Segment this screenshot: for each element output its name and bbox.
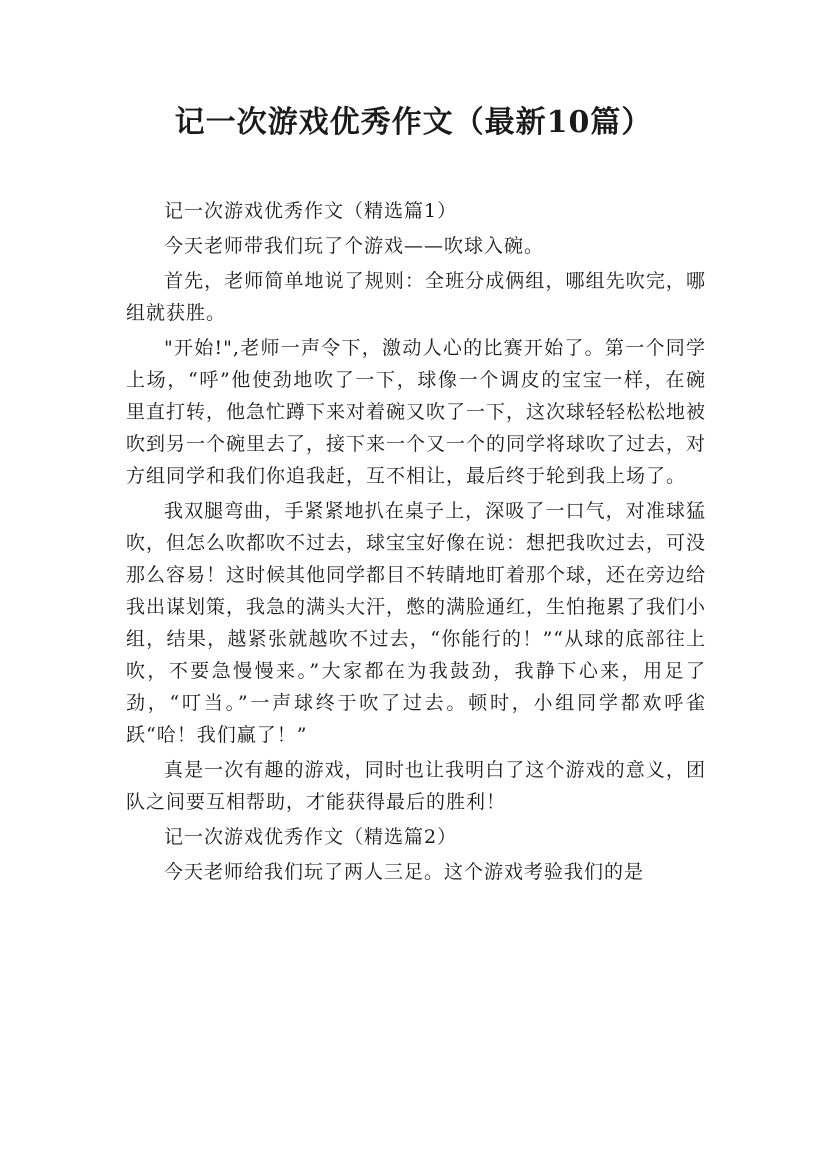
paragraph: 我双腿弯曲，手紧紧地扒在桌子上，深吸了一口气，对准球猛吹，但怎么吹都吹不过去，球宝宝好像在说：想把我吹过去，可没那么容易！这时候其他同学都目不转睛地盯着那个球，还在旁边给我出谋划策，我急的满头大汗，憋的满脸通红，生怕拖累了我们小组，结果，越紧张就越吹不过去，“你能行的！”“从球的底部往上吹，不要急慢慢来。”大家都在为我鼓劲，我静下心来，用足了劲，“叮当。”一声球终于吹了过去。顿时，小组同学都欢呼雀跃“哈！我们赢了！” xyxy=(126,500,707,746)
paragraph: "开始!",老师一声令下，激动人心的比赛开始了。第一个同学上场，“呼”他使劲地吹了一下，球像一个调皮的宝宝一样，在碗里直打转，他急忙蹲下来对着碗又吹了一下，这次球轻轻松松地被吹到另一个碗里去了，接下来一个又一个的同学将球吹了过去，对方组同学和我们你追我赶，互不相让，最后终于轮到我上场了。 xyxy=(126,337,707,487)
section-heading-2: 记一次游戏优秀作文（精选篇2） xyxy=(164,826,458,848)
document-body xyxy=(126,195,706,891)
section-heading-1: 记一次游戏优秀作文（精选篇1） xyxy=(164,200,458,222)
document-title: 记一次游戏优秀作文（最新10篇） xyxy=(174,105,653,140)
paragraph: 首先，老师简单地说了规则：全班分成俩组，哪组先吹完，哪组就获胜。 xyxy=(126,270,706,324)
paragraph: 真是一次有趣的游戏，同时也让我明白了这个游戏的意义，团队之间要互相帮助，才能获得最后的胜利！ xyxy=(126,759,706,813)
paragraph: 今天老师带我们玩了个游戏——吹球入碗。 xyxy=(164,235,545,257)
paragraph: 今天老师给我们玩了两人三足。这个游戏考验我们的是 xyxy=(164,861,645,883)
